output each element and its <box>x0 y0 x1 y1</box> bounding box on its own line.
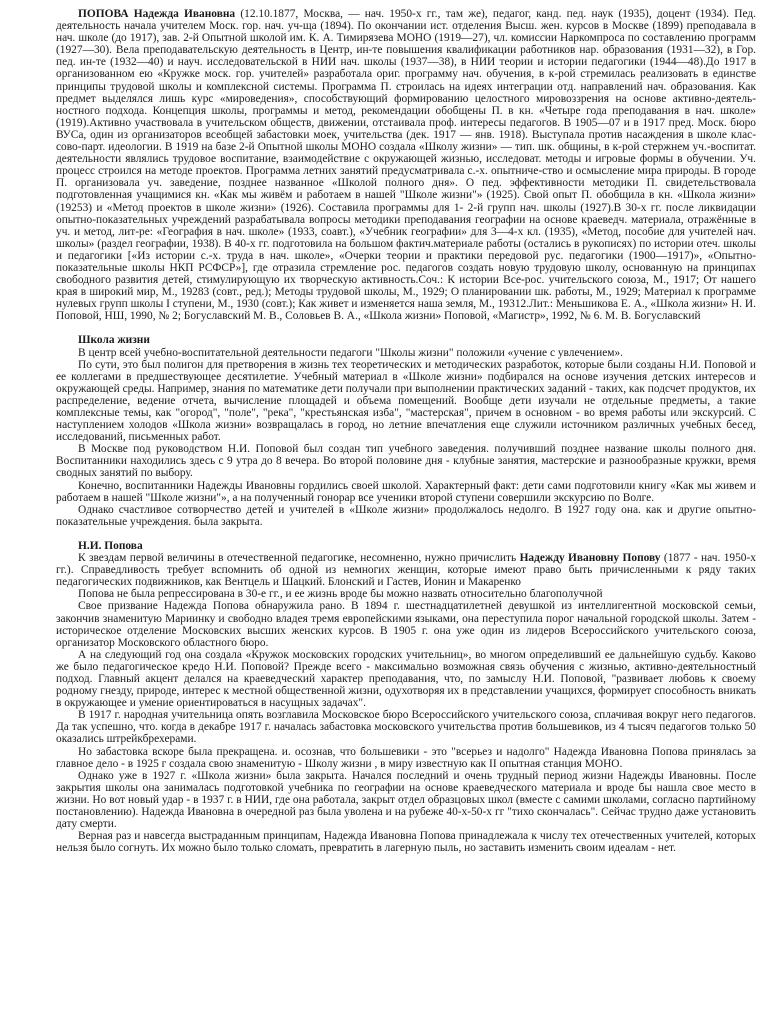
popova-p1-bold-name: Надежду Ивановну Попову <box>519 552 661 565</box>
school-paragraph-2: По сути, это был полигон для претворения в жизнь тех теоретических и методических разработок, которые были созданы Н.И. Поповой и ее коллегами в предшествующее десятилетие. Учебный материал в «Школе жизни» подбирался на основе изучения детских интересов и окружающей среды. Например, знания по математике дети получали при выполнении практических заданий - таких, как подсчет продуктов, их распределение, ведение отчета, вычисление площадей и объема помещений. Вообще дети изучали не отдельные предметы, а такие комплексные темы, как "огород", "поле", "река", "крестьянская изба", "мастерская", причем в основном - во время работы или экскурсий. С наступлением холодов «Школа жизни» возвращалась в город, но летние впечатления еще служили источником различных учебных бесед, исследований, письменных работ. <box>56 358 756 444</box>
popova-paragraph-3: Свое призвание Надежда Попова обнаружила рано. В 1894 г. шестнадцатилетней девушкой из интеллигентной московской семьи, закончив знаменитую Мариинку и свободно владея тремя европейскими языками, она переступила порог начальной городской школы. Затем - историческое отделение Московских высших женских курсов. В 1905 г. она уже один из лидеров Всероссийского учительского союза, организатор Московского областного бюро. <box>56 600 756 649</box>
school-paragraph-1: В центр всей учебно-воспитательной деятельности педагоги "Школы жизни" положили «учение с увлечением». <box>78 346 624 359</box>
section-gap <box>56 322 756 334</box>
popova-paragraph-8: Верная раз и навсегда выстраданным принципам, Надежда Ивановна Попова принадлежала к числу тех отечественных учителей, которых нельзя было согнуть. Их можно было только сломать, превратить в лагерную пыль, но заставить изменить своим идеалам - нет. <box>56 830 756 855</box>
document-page <box>56 8 756 854</box>
popova-heading: Н.И. Попова <box>78 539 143 552</box>
popova-paragraph-2: Попова не была репрессирована в 30-е гг., и ее жизнь вроде бы можно назвать относительно благополучной <box>78 588 603 601</box>
bio-name: ПОПОВА Надежда Ивановна <box>78 8 236 20</box>
school-paragraph-3: В Москве под руководством Н.И. Поповой был создан тип учебного заведения. получивший позднее название школы полного дня. Воспитанники находились здесь с 9 утра до 8 вечера. Во второй половине дня - клубные занятия, мастерские и разнообразные кружки, время сводных занятий по выбору. <box>56 443 756 480</box>
school-paragraph-5: Однако счастливое сотворчество детей и учителей в «Школе жизни» продолжалось недолго. В 1927 году она. как и другие опытно-показательные учреждения. была закрыта. <box>56 503 756 528</box>
school-paragraph-4: Конечно, воспитанники Надежды Ивановны гордились своей школой. Характерный факт: дети сами подготовили книгу «Как мы живем и работаем в нашей "Школе жизни"», а на полученный гонорар все ученики второй ступени совершили экскурсию по Волге. <box>56 479 756 504</box>
popova-paragraph-5: В 1917 г. народная учительница опять возглавила Московское бюро Всероссийского учительского союза, сплачивая вокруг него педагогов. Да так успешно, что. когда в декабре 1917 г. началась забастовка московского учительства против большевиков, из 4 тысяч педагогов только 50 оказались штрейкбрехерами. <box>56 709 756 746</box>
popova-p1-end: (1877 - нач. 1950-х гг.). Справедливость требует вспомнить об одной из немногих женщин, которые имеют право быть причисленными к ряду таких педагогических подвижников, как Вентцель и Шацкий. Блонский и Гастев, Ионин и Макаренко <box>56 552 756 589</box>
popova-p1-start: К звездам первой величины в отечественной педагогике, несомненно, нужно причислить <box>78 552 520 565</box>
bio-paragraph <box>56 8 756 322</box>
school-heading: Школа жизни <box>78 334 150 347</box>
popova-paragraph-4: А на следующий год она создала «Кружок московских городских учительниц», во многом определивший ее дальнейшую судьбу. Каково же было педагогическое кредо Н.И. Поповой? Прежде всего - максимально возможная связь обучения с жизнью, активно-деятельностный подход. Главный акцент делался на краеведческий характер преподавания, что, по замыслу Н.И. Поповой, "развивает любовь к своему родному гнезду, природе, интерес к местной общественной жизни, одухотворяя их в представлении учащихся, формирует способность вникать в окружающее и умение ориентироваться в насущных задачах". <box>56 648 756 710</box>
popova-paragraph-1 <box>56 552 756 588</box>
popova-paragraph-7: Однако уже в 1927 г. «Школа жизни» была закрыта. Начался последний и очень трудный период жизни Надежды Ивановны. После закрытия школы она занималась подготовкой учебника по географии на основе краеведческого материала и вроде бы нашла свое место в жизни. Но вот новый удар - в 1937 г. в НИИ, где она работала, закрыт отдел образцовых школ (вместе с самими школами, согласно партийному постановлению). Надежда Ивановна в очередной раз была уволена и на рубеже 40-х-50-х гг "тихо скончалась". Сейчас трудно даже установить дату смерти. <box>56 769 756 831</box>
section-gap <box>56 528 756 540</box>
popova-paragraph-6: Но забастовка вскоре была прекращена. и. осознав, что большевики - это "всерьез и надолго" Надежда Ивановна Попова принялась за главное дело - в 1925 г создала свою знаменитую - Школу жизни , в миру известную как II опытная станция МОНО. <box>56 745 756 770</box>
bio-text: (12.10.1877, Москва, — нач. 1950-х гг., там же), педагог, канд. пед. наук (1935), доцент (1934). Пед. деятельность начала учителем Моск. гор. нач. уч-ща (1894). По окончании ист. отделения Высш. жен. курсов в Москве (1899) преподавала в нач. школе (до 1917), зав. 2-й Опытной школой им. К. А. Тимирязева МОНО (1919—27), чл. комиссии Наркомпроса по составлению программ (1927—30). Вела преподавательскую деятельность в Центр, ин-те повышения квалификации работников нар. образования (1931—32), в Гор. пед. ин-те (1932—40) и науч. исследовательской в НИИ нач. школы (1937—38), в НИИ теории и истории педагогики (1944—48).До 1917 в организованном ею «Кружке моск. гор. учителей» разработала ориг. программу нач. обучения, в к-рой стремилась реализовать в единстве принципы трудовой школы и комплексной системы. Программа П. строилась на идеях интеграции отд. направлений нач. образования. Как предмет выделялся лишь курс «мироведения», способствующий формированию целостного мировоззрения на основе активно-деятель-ностного подхода. Концепция школы, программы и метод, рекомендации обобщены П. в кн. «Четыре года преподавания в нач. школе» (1919).Активно участвовала в учительском обществ, движении, отстаивала проф. интересы педагогов. В 1905—07 и в 1917 пред. Моск. бюро ВУСа, один из организаторов всеобщей забастовки моек, учительства (дек. 1917 — янв. 1918). Выступала против насаждения в школе клас-сово-парт. идеологии. В 1919 на базе 2-й Опытной школы МОНО создала «Школу жизни» — тип. шк. общины, в к-рой стержнем уч.-воспитат. деятельности являлись трудовое воспитание, взаимодействие с окружающей жизнью, исследоват. методы и игровые формы в обучении. Уч. процесс строился на методе проектов. Программа летних занятий предусматривала с.-х. опытниче-ство и осмысление мира природы. В городе П. организовала уч. заведение, позднее названное «Школой полного дня». О пед. эффективности методики П. свидетельствовала подготовленная учащимися кн. «Как мы живём и работаем в нашей "Школе жизни"» (1925). Свой опыт П. обобщила в кн. «Школа жизни» (19253) и «Метод проектов в школе жизни» (1926). Составила программы для 1- 2-й групп нач. школы (1927).В 30-х гг. после ликвидации опытно-показательных учреждений разрабатывала вопросы методики преподавания географии на основе краеведч. материала, отражённые в уч. и метод, лит-ре: «География в нач. школе» (1933, соавт.), «Учебник географии» для 3—4-х кл. (1935), «Метод, пособие для учителей нач. школы» (раздел географии, 1938). В 40-х гг. подготовила на большом фактич.материале работы (остались в рукописях) по истории отеч. школы и педагогики [«Из истории с.-х. труда в нач. школе», «Очерки теории и практики передовой рус. педагогики (1900—1917)», «Опытно-показательные школы НКП РСФСР»], где отразила стремление рос. педагогов создать новую трудовую школу, основанную на принципах свободного развития детей, стимулирующую их творческую активность.Соч.: К истории Все-рос. учительского союза, М., 1917; От нашего края в широкий мир, М., 19283 (совт., ред.); Методы трудовой школы, М., 1929; О планировании шк. работы, М., 1929; Материал к программе нулевых групп школы I ступени, М., 1930 (совт.); Как живет и изменяется наша земля, М., 19312.Лит.: Меньшикова Е. А., «Школа жизни» Н. И. Поповой, НШ, 1990, № 2; Богуславский М. В., Соловьев В. А., «Школа жизни» Поповой, «Магистр», 1992, № 6. М. В. Богуславский <box>56 8 757 323</box>
